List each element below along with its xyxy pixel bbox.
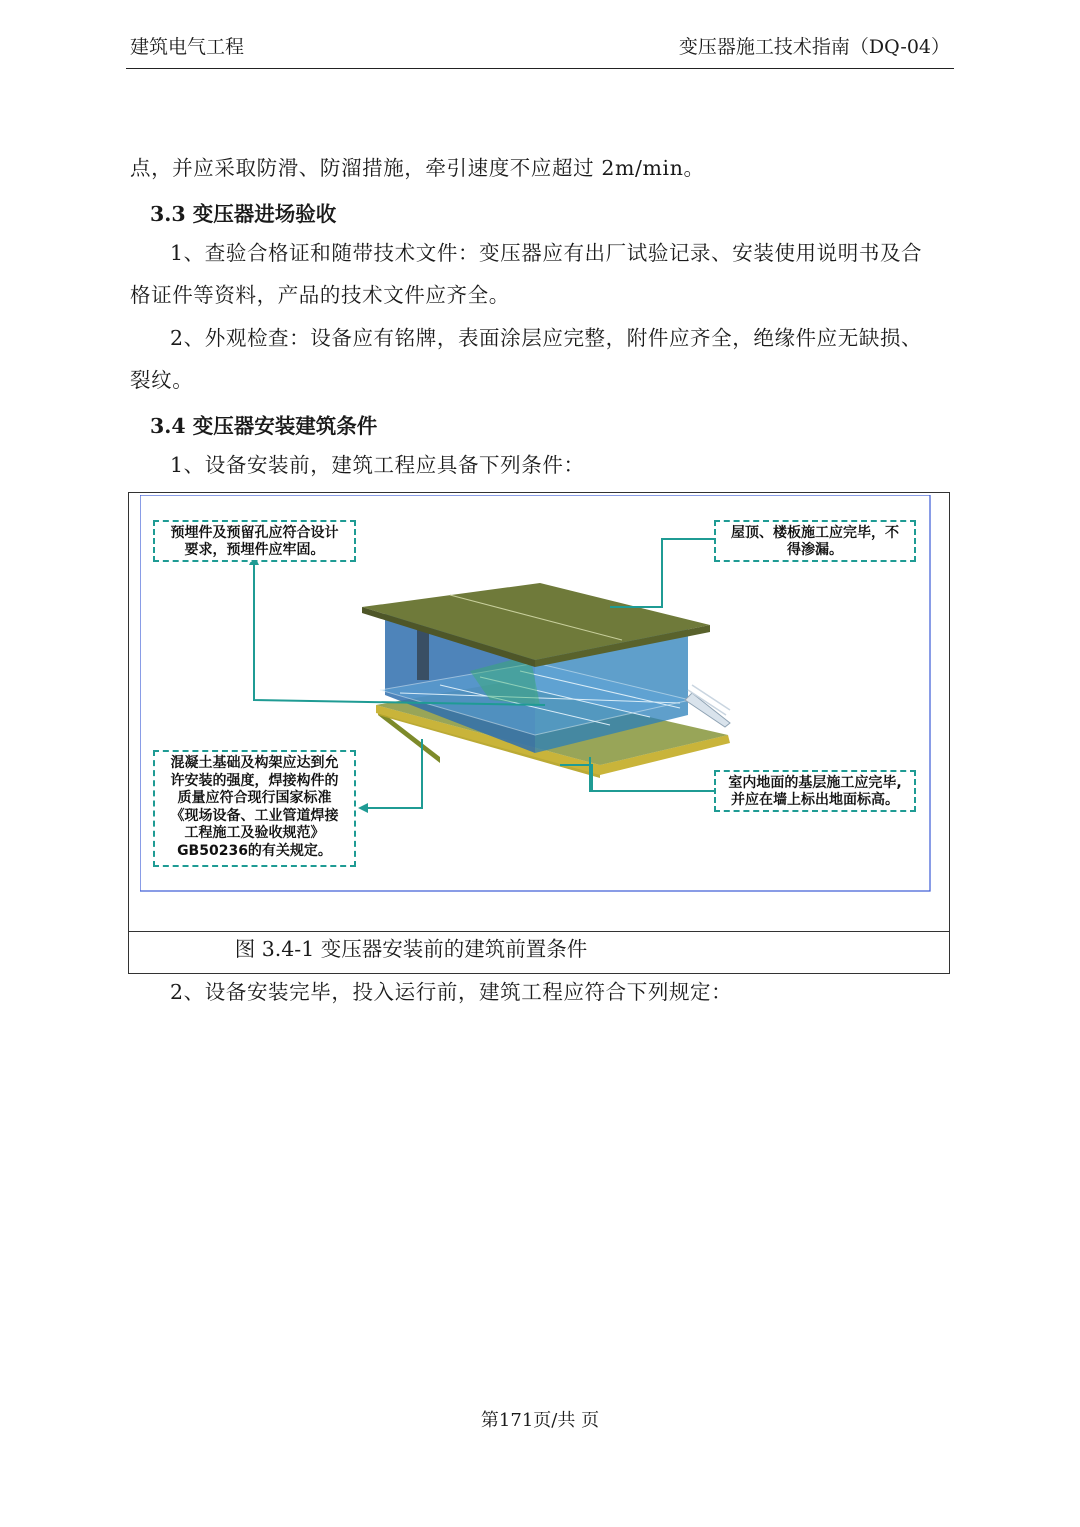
callout-foundation [153,750,356,867]
callout-embedded-parts [153,520,356,562]
callout-indoor-floor [714,770,916,812]
paragraph-1-line-1: 1、查验合格证和随带技术文件：变压器应有出厂试验记录、安装使用说明书及合 [170,241,923,265]
paragraph-2-line-2: 裂纹。 [130,368,194,392]
header-left-title: 建筑电气工程 [130,36,245,58]
callout-text: 混凝土基础及构架应达到允 [170,755,339,771]
callout-text: 质量应符合现行国家标准 [177,790,332,806]
callout-text: 并应在墙上标出地面标高。 [731,792,899,808]
callout-text: 许安装的强度，焊接构件的 [170,772,339,789]
paragraph-1-line-2: 格证件等资料，产品的技术文件应齐全。 [130,283,510,307]
paragraph-2-line-1: 2、外观检查：设备应有铭牌，表面涂层应完整，附件应齐全，绝缘件应无缺损、 [170,326,923,350]
section-heading-3-3: 3.3 变压器进场验收 [150,202,337,226]
paragraph-continuation: 点，并应采取防滑、防溜措施，牵引速度不应超过 2m/min。 [130,156,705,180]
figure-caption: 图 3.4-1 变压器安装前的建筑前置条件 [234,937,588,961]
section-heading-3-4: 3.4 变压器安装建筑条件 [150,414,378,438]
callout-text: 《现场设备、工业管道焊接 [170,807,339,824]
callout-text: 预埋件及预留孔应符合设计 [170,525,339,541]
header-right-title: 变压器施工技术指南（DQ-04） [678,36,950,58]
callout-text: 得渗漏。 [787,542,843,558]
callout-text: 屋顶、楼板施工应完毕，不 [731,525,899,541]
callout-text: 室内地面的基层施工应完毕, [728,775,902,791]
callout-text: GB50236的有关规定。 [177,842,332,859]
callout-text: 工程施工及验收规范》 [184,825,325,841]
paragraph-4: 2、设备安装完毕，投入运行前，建筑工程应符合下列规定： [170,980,733,1004]
callout-roof-floor [714,520,916,562]
page-number: 第171页/共 页 [480,1410,600,1431]
paragraph-3: 1、设备安装前，建筑工程应具备下列条件： [170,453,585,477]
header-divider [126,68,954,69]
callout-text: 要求，预埋件应牢固。 [184,542,325,558]
